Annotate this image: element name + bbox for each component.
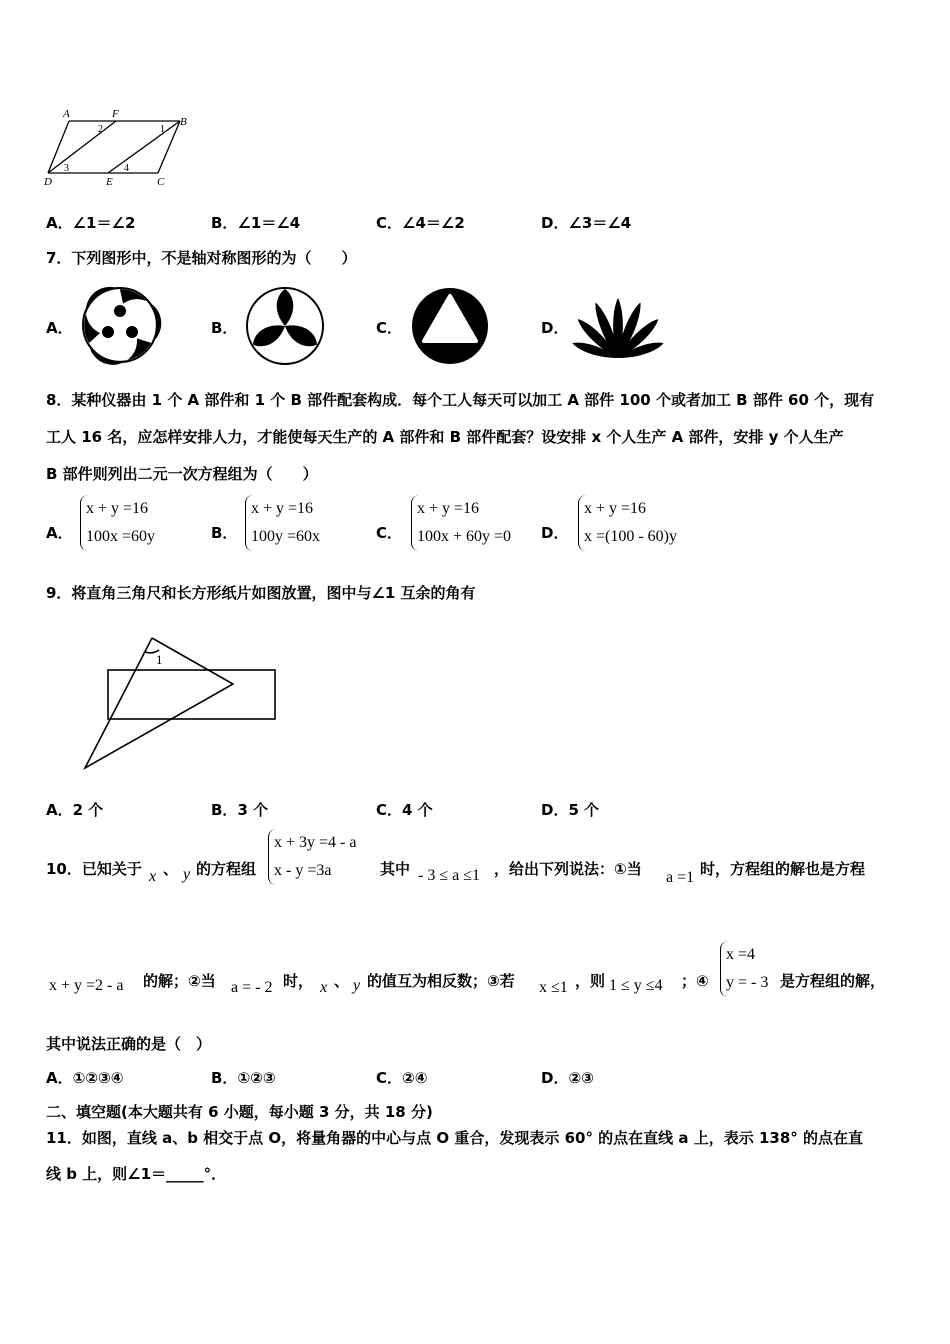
q6-angle-1: 1	[160, 124, 165, 135]
q10-var-x: x	[149, 868, 157, 885]
q7-option-b-label: B．	[211, 319, 238, 337]
q10-separator: 、	[163, 860, 179, 878]
q10-text-solution-2: 的解；②当	[143, 972, 216, 990]
q10-text-when-1: 时，方程组的解也是方程	[700, 860, 866, 878]
q8-stem-line2: 工人 16 名，应怎样安排人力，才能使每天生产的 A 部件和 B 部件配套？设安排 x 个人生产 A 部件，安排 y 个人生产	[46, 428, 844, 446]
q9-stem: 9．将直角三角尺和长方形纸片如图放置，图中与∠1 互余的角有	[46, 584, 476, 602]
q10-var-y: y	[183, 866, 191, 883]
q10-var-y-2: y	[353, 977, 361, 994]
q10-text-then: ，则	[575, 972, 606, 990]
q8-option-d-label: D．	[541, 524, 569, 542]
q8-option-c-label: C．	[376, 524, 403, 542]
q10-option-b: B．①②③	[211, 1069, 276, 1087]
q10-equation-x-plus-y: x + y =2 - a	[49, 977, 124, 994]
q10-option-d: D．②③	[541, 1069, 594, 1087]
q8-stem-line1: 8．某种仪器由 1 个 A 部件和 1 个 B 部件配套构成．每个工人每天可以加工 A 部件 100 个或者加工 B 部件 60 个，现有	[46, 391, 875, 409]
q6-label-b: B	[180, 116, 187, 128]
q8-option-c-system: x + y =16 100x + 60y =0	[411, 495, 511, 551]
q9-option-b: B．3 个	[211, 801, 269, 819]
section-2-title: 二、填空题(本大题共有 6 小题，每小题 3 分，共 18 分)	[46, 1103, 433, 1121]
q10-equation-system: x + 3y =4 - a x - y =3a	[268, 829, 356, 885]
q10-separator-2: 、	[334, 972, 350, 990]
q9-option-c: C．4 个	[376, 801, 433, 819]
q10-stem-start: 10．已知关于	[46, 860, 142, 878]
q6-label-f: F	[112, 108, 119, 120]
q7-option-a-triskelion-icon	[80, 285, 160, 365]
q7-option-c-label: C．	[376, 319, 403, 337]
q10-stem-line3: 其中说法正确的是（ ）	[46, 1035, 212, 1053]
q6-label-d: D	[44, 176, 52, 188]
q10-solution-system: x =4 y = - 3	[720, 941, 768, 997]
q8-option-a-system: x + y =16 100x =60y	[80, 495, 155, 551]
q9-triangle-rectangle-figure	[80, 630, 280, 775]
q7-option-b-three-petal-icon	[244, 285, 326, 367]
q10-text-when-2: 时，	[283, 972, 314, 990]
q11-stem-line2: 线 b 上，则∠1＝_____°．	[46, 1165, 227, 1183]
q8-option-a-label: A．	[46, 524, 73, 542]
q10-text-statements: ，给出下列说法：①当	[494, 860, 642, 878]
q10-text-where: 其中	[380, 860, 411, 878]
q8-option-d-system: x + y =16 x =(100 - 60)y	[578, 495, 677, 551]
q6-angle-3: 3	[64, 163, 69, 174]
q6-label-e: E	[106, 176, 113, 188]
q6-angle-2: 2	[98, 124, 103, 135]
q10-condition-x-le-1: x ≤1	[539, 979, 568, 996]
q9-option-d: D．5 个	[541, 801, 600, 819]
q10-text-system: 的方程组	[196, 860, 257, 878]
q10-option-a: A．①②③④	[46, 1069, 124, 1087]
q10-range: - 3 ≤ a ≤1	[418, 867, 480, 884]
q7-option-d-label: D．	[541, 319, 569, 337]
q10-var-x-2: x	[320, 979, 328, 996]
q6-label-c: C	[157, 176, 165, 188]
q7-option-d-flower-logo-icon	[572, 292, 664, 362]
q10-condition-y-range: 1 ≤ y ≤4	[609, 977, 663, 994]
q10-text-is-solution: 是方程组的解，	[780, 972, 886, 990]
q10-option-c: C．②④	[376, 1069, 428, 1087]
q6-option-a: A．∠1＝∠2	[46, 214, 136, 232]
q8-stem-line3: B 部件则列出二元一次方程组为（ ）	[46, 465, 318, 483]
q9-angle-1-label: 1	[156, 652, 163, 667]
q7-option-a-label: A．	[46, 319, 73, 337]
q10-text-item-4: ；④	[681, 972, 709, 990]
q6-option-c: C．∠4＝∠2	[376, 214, 465, 232]
q11-stem-line1: 11．如图，直线 a、b 相交于点 O，将量角器的中心与点 O 重合，发现表示 60° 的点在直线 a 上，表示 138° 的点在直	[46, 1129, 863, 1147]
q7-stem: 7．下列图形中，不是轴对称图形的为（ ）	[46, 249, 357, 267]
q6-option-d: D．∠3＝∠4	[541, 214, 632, 232]
q10-condition-a-1: a =1	[666, 869, 695, 886]
q6-label-a: A	[63, 108, 70, 120]
q9-option-a: A．2 个	[46, 801, 104, 819]
q6-angle-4: 4	[124, 163, 129, 174]
q7-option-c-triangle-in-circle-icon	[409, 285, 491, 367]
q8-option-b-system: x + y =16 100y =60x	[245, 495, 320, 551]
q6-option-b: B．∠1＝∠4	[211, 214, 301, 232]
q8-option-b-label: B．	[211, 524, 238, 542]
q10-text-opposite: 的值互为相反数；③若	[367, 972, 515, 990]
q10-condition-a-neg2: a = - 2	[231, 979, 273, 996]
q6-parallelogram-figure	[40, 105, 200, 195]
